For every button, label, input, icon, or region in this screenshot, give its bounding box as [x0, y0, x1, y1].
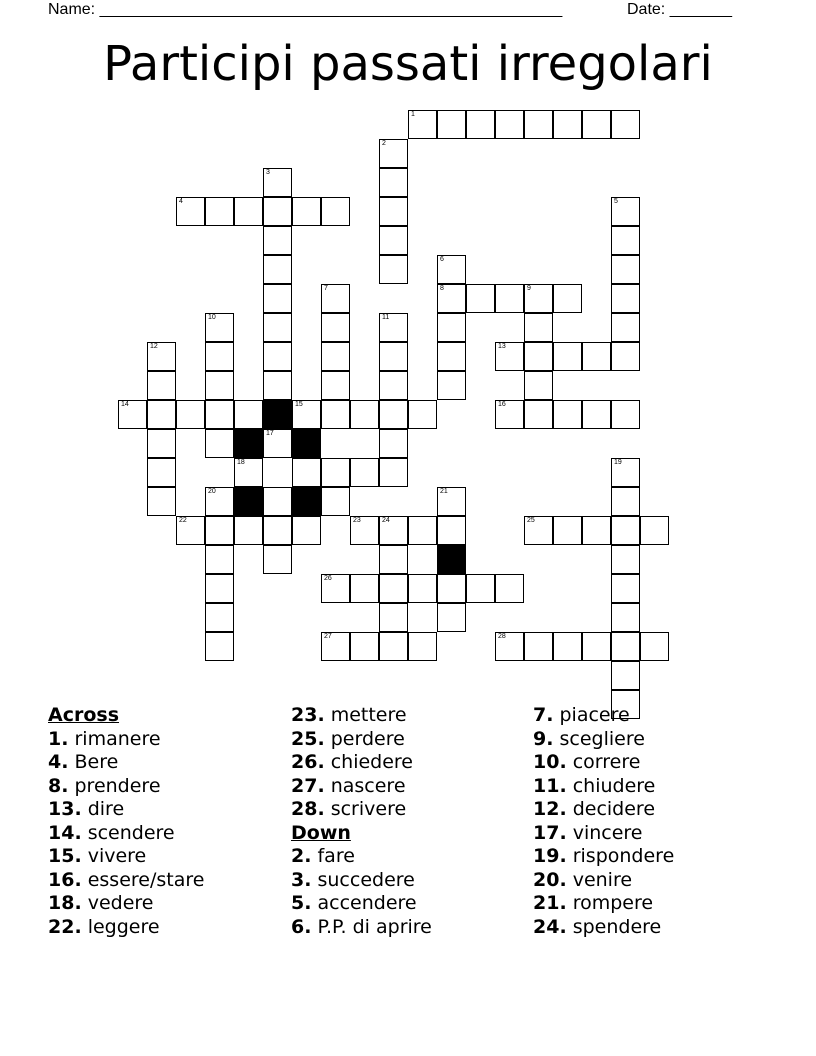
- clue-number: 7: [324, 285, 328, 292]
- clue-item: [533, 704, 674, 728]
- grid-cell[interactable]: [524, 371, 553, 400]
- grid-cell[interactable]: [263, 313, 292, 342]
- grid-cell[interactable]: [640, 632, 669, 661]
- grid-cell[interactable]: [495, 632, 524, 661]
- grid-cell[interactable]: [524, 342, 553, 371]
- black-cell: [263, 400, 292, 429]
- clue-item-text: essere/stare: [81, 868, 205, 891]
- clue-item-text: succedere: [311, 868, 415, 891]
- grid-cell[interactable]: [263, 371, 292, 400]
- clue-item: [291, 775, 432, 799]
- grid-cell[interactable]: [234, 400, 263, 429]
- grid-cell[interactable]: [263, 516, 292, 545]
- grid-cell[interactable]: [553, 342, 582, 371]
- grid-cell[interactable]: [379, 429, 408, 458]
- clue-item: [533, 869, 674, 893]
- grid-cell[interactable]: [292, 516, 321, 545]
- grid-cell[interactable]: [263, 255, 292, 284]
- grid-cell[interactable]: [263, 487, 292, 516]
- grid-cell[interactable]: [147, 342, 176, 371]
- grid-cell[interactable]: [263, 284, 292, 313]
- grid-cell[interactable]: [147, 458, 176, 487]
- grid-cell[interactable]: [524, 516, 553, 545]
- clue-item: [533, 798, 674, 822]
- grid-cell[interactable]: [611, 110, 640, 139]
- grid-cell[interactable]: [611, 516, 640, 545]
- clue-item-text: mettere: [324, 704, 407, 726]
- clue-number: 13: [498, 343, 506, 350]
- grid-cell[interactable]: [234, 458, 263, 487]
- grid-cell[interactable]: [466, 284, 495, 313]
- clue-item-text: scrivere: [324, 798, 407, 820]
- clue-item: [48, 822, 204, 846]
- grid-cell[interactable]: [263, 342, 292, 371]
- grid-cell[interactable]: [495, 342, 524, 371]
- grid-cell[interactable]: [611, 284, 640, 313]
- page-title: Participi passati irregolari: [103, 36, 713, 92]
- grid-cell[interactable]: [437, 342, 466, 371]
- grid-cell[interactable]: [437, 110, 466, 139]
- clue-number: 8: [440, 285, 444, 292]
- grid-cell[interactable]: [205, 516, 234, 545]
- grid-cell[interactable]: [611, 313, 640, 342]
- clue-item-text: P.P. di aprire: [311, 915, 432, 938]
- grid-cell[interactable]: [408, 400, 437, 429]
- grid-cell[interactable]: [350, 632, 379, 661]
- clue-item-text: vivere: [81, 845, 147, 867]
- clue-item-number: 1.: [48, 727, 69, 750]
- grid-cell[interactable]: [379, 603, 408, 632]
- across-heading: Across: [48, 704, 120, 726]
- grid-cell[interactable]: [524, 110, 553, 139]
- clue-item: [291, 869, 432, 893]
- grid-cell[interactable]: [582, 110, 611, 139]
- clue-item: [291, 892, 432, 916]
- grid-cell[interactable]: [263, 197, 292, 226]
- grid-cell[interactable]: [437, 284, 466, 313]
- clue-item: [533, 775, 674, 799]
- grid-cell[interactable]: [147, 400, 176, 429]
- grid-cell[interactable]: [234, 197, 263, 226]
- clue-item-text: decidere: [566, 798, 656, 820]
- grid-cell[interactable]: [263, 168, 292, 197]
- grid-cell[interactable]: [611, 197, 640, 226]
- clue-item-number: 9.: [533, 727, 554, 750]
- clue-item-number: 6.: [291, 915, 312, 938]
- clue-item: [291, 728, 432, 752]
- clue-item-number: 15.: [48, 845, 82, 867]
- clues-column-2: [291, 704, 432, 939]
- grid-cell[interactable]: [321, 574, 350, 603]
- grid-cell[interactable]: [379, 400, 408, 429]
- grid-cell[interactable]: [437, 255, 466, 284]
- grid-cell[interactable]: [205, 313, 234, 342]
- grid-cell[interactable]: [379, 458, 408, 487]
- clue-item-text: Bere: [68, 751, 119, 773]
- grid-cell[interactable]: [582, 632, 611, 661]
- clue-number: 16: [498, 401, 506, 408]
- clue-item-text: spendere: [566, 915, 662, 938]
- clue-number: 1: [411, 111, 415, 118]
- clue-item-text: fare: [311, 845, 355, 867]
- grid-cell[interactable]: [582, 400, 611, 429]
- clue-number: 20: [208, 488, 216, 495]
- clue-item: [533, 728, 674, 752]
- grid-cell[interactable]: [205, 603, 234, 632]
- grid-cell[interactable]: [205, 342, 234, 371]
- grid-cell[interactable]: [321, 342, 350, 371]
- clue-item-text: dire: [81, 798, 125, 820]
- clues-column-3: [533, 704, 674, 939]
- grid-cell[interactable]: [147, 371, 176, 400]
- grid-cell[interactable]: [408, 574, 437, 603]
- grid-cell[interactable]: [205, 429, 234, 458]
- clue-item-number: 20.: [533, 868, 567, 891]
- grid-cell[interactable]: [176, 516, 205, 545]
- grid-cell[interactable]: [350, 574, 379, 603]
- grid-cell[interactable]: [524, 284, 553, 313]
- grid-cell[interactable]: [379, 313, 408, 342]
- clue-item-number: 7.: [533, 704, 554, 726]
- grid-cell[interactable]: [495, 110, 524, 139]
- clue-item-number: 21.: [533, 892, 567, 914]
- clue-item-text: chiedere: [324, 751, 414, 773]
- grid-cell[interactable]: [553, 110, 582, 139]
- grid-cell[interactable]: [611, 574, 640, 603]
- clue-item-number: 23.: [291, 704, 325, 726]
- grid-cell[interactable]: [611, 255, 640, 284]
- clue-number: 14: [121, 401, 129, 408]
- clue-item-number: 27.: [291, 774, 325, 797]
- clue-item: [533, 751, 674, 775]
- clues-column-1: [48, 704, 204, 939]
- clue-item-text: nascere: [324, 774, 406, 797]
- clue-number: 3: [266, 169, 270, 176]
- grid-cell[interactable]: [553, 284, 582, 313]
- clue-item-text: perdere: [324, 727, 405, 750]
- clue-number: 4: [179, 198, 183, 205]
- grid-cell[interactable]: [437, 603, 466, 632]
- grid-cell[interactable]: [321, 197, 350, 226]
- clue-item-number: 18.: [48, 892, 82, 914]
- grid-cell[interactable]: [321, 458, 350, 487]
- grid-cell[interactable]: [611, 458, 640, 487]
- black-cell: [292, 429, 321, 458]
- grid-cell[interactable]: [611, 400, 640, 429]
- grid-cell[interactable]: [379, 516, 408, 545]
- black-cell: [292, 487, 321, 516]
- clue-item: [533, 845, 674, 869]
- grid-cell[interactable]: [495, 574, 524, 603]
- grid-cell[interactable]: [379, 197, 408, 226]
- grid-cell[interactable]: [292, 458, 321, 487]
- grid-cell[interactable]: [611, 342, 640, 371]
- grid-cell[interactable]: [495, 400, 524, 429]
- clue-item: [48, 892, 204, 916]
- grid-cell[interactable]: [524, 632, 553, 661]
- clue-item: [291, 798, 432, 822]
- clue-item-number: 26.: [291, 751, 325, 773]
- clue-item: [48, 916, 204, 940]
- clue-item-number: 16.: [48, 868, 82, 891]
- clue-item-number: 4.: [48, 751, 69, 773]
- grid-cell[interactable]: [611, 226, 640, 255]
- clue-number: 21: [440, 488, 448, 495]
- clue-item: [48, 775, 204, 799]
- clue-item-text: rispondere: [566, 845, 675, 867]
- clue-item-text: vincere: [566, 821, 643, 844]
- clue-item-text: chiudere: [566, 774, 656, 797]
- grid-cell[interactable]: [147, 429, 176, 458]
- grid-cell[interactable]: [292, 197, 321, 226]
- black-cell: [437, 545, 466, 574]
- clue-item-number: 8.: [48, 774, 69, 797]
- grid-cell[interactable]: [263, 545, 292, 574]
- clue-number: 27: [324, 633, 332, 640]
- down-heading: Down: [291, 821, 351, 844]
- clue-item-number: 14.: [48, 821, 82, 844]
- grid-cell[interactable]: [176, 400, 205, 429]
- grid-cell[interactable]: [553, 632, 582, 661]
- clue-number: 17: [266, 430, 274, 437]
- grid-cell[interactable]: [205, 574, 234, 603]
- grid-cell[interactable]: [379, 139, 408, 168]
- grid-cell[interactable]: [350, 400, 379, 429]
- clue-item-text: correre: [566, 751, 641, 773]
- grid-cell[interactable]: [553, 400, 582, 429]
- grid-cell[interactable]: [524, 313, 553, 342]
- black-cell: [234, 429, 263, 458]
- clue-item: [48, 751, 204, 775]
- clue-item-text: vedere: [81, 892, 154, 914]
- clue-item-number: 3.: [291, 868, 312, 891]
- clue-item: [48, 798, 204, 822]
- grid-cell[interactable]: [321, 371, 350, 400]
- clue-item: [48, 869, 204, 893]
- clue-list-col1: [48, 728, 204, 940]
- grid-cell[interactable]: [379, 226, 408, 255]
- clue-item: [533, 916, 674, 940]
- clue-number: 23: [353, 517, 361, 524]
- grid-cell[interactable]: [147, 487, 176, 516]
- clue-number: 24: [382, 517, 390, 524]
- clue-number: 5: [614, 198, 618, 205]
- grid-cell[interactable]: [205, 400, 234, 429]
- clue-item: [48, 728, 204, 752]
- date-line: Date: _______: [627, 1, 732, 18]
- clue-item-number: 22.: [48, 915, 82, 938]
- clue-list-col3: [533, 704, 674, 939]
- grid-cell[interactable]: [263, 226, 292, 255]
- clue-item-number: 11.: [533, 774, 567, 797]
- grid-cell[interactable]: [611, 487, 640, 516]
- grid-cell[interactable]: [205, 487, 234, 516]
- grid-cell[interactable]: [205, 371, 234, 400]
- clue-item-number: 5.: [291, 892, 312, 914]
- grid-cell[interactable]: [263, 429, 292, 458]
- grid-cell[interactable]: [379, 342, 408, 371]
- grid-cell[interactable]: [350, 458, 379, 487]
- grid-cell[interactable]: [582, 342, 611, 371]
- grid-cell[interactable]: [379, 168, 408, 197]
- clue-item-number: 12.: [533, 798, 567, 820]
- grid-cell[interactable]: [234, 516, 263, 545]
- grid-cell[interactable]: [437, 487, 466, 516]
- grid-cell[interactable]: [379, 574, 408, 603]
- grid-cell[interactable]: [437, 516, 466, 545]
- clue-number: 28: [498, 633, 506, 640]
- grid-cell[interactable]: [437, 574, 466, 603]
- clue-item-text: rimanere: [68, 727, 161, 750]
- clue-item-text: scegliere: [553, 727, 645, 750]
- clue-item: [291, 845, 432, 869]
- grid-cell[interactable]: [321, 400, 350, 429]
- clue-item: [533, 822, 674, 846]
- grid-cell[interactable]: [640, 516, 669, 545]
- name-line: Name: ____________________________________________________: [48, 1, 563, 18]
- clue-number: 15: [295, 401, 303, 408]
- grid-cell[interactable]: [205, 545, 234, 574]
- clue-item: [291, 916, 432, 940]
- clue-item-number: 19.: [533, 845, 567, 867]
- clue-item-text: piacere: [553, 704, 630, 726]
- clue-number: 6: [440, 256, 444, 263]
- clue-item: [291, 751, 432, 775]
- grid-cell[interactable]: [118, 400, 147, 429]
- grid-cell[interactable]: [379, 255, 408, 284]
- grid-cell[interactable]: [553, 516, 582, 545]
- clue-item-number: 13.: [48, 798, 82, 820]
- grid-cell[interactable]: [379, 545, 408, 574]
- grid-cell[interactable]: [176, 197, 205, 226]
- clue-item-text: prendere: [68, 774, 161, 797]
- clue-item: [533, 892, 674, 916]
- grid-cell[interactable]: [466, 110, 495, 139]
- grid-cell[interactable]: [408, 632, 437, 661]
- grid-cell[interactable]: [524, 400, 553, 429]
- clue-number: 9: [527, 285, 531, 292]
- grid-cell[interactable]: [379, 371, 408, 400]
- clue-item-text: venire: [566, 868, 633, 891]
- grid-cell[interactable]: [582, 516, 611, 545]
- grid-cell[interactable]: [350, 516, 379, 545]
- clue-item-number: 28.: [291, 798, 325, 820]
- black-cell: [234, 487, 263, 516]
- clue-number: 25: [527, 517, 535, 524]
- clue-list-col2-down: [291, 845, 432, 939]
- clue-item-number: 10.: [533, 751, 567, 773]
- clue-number: 12: [150, 343, 158, 350]
- clue-number: 18: [237, 459, 245, 466]
- grid-cell[interactable]: [437, 313, 466, 342]
- grid-cell[interactable]: [321, 284, 350, 313]
- grid-cell[interactable]: [292, 400, 321, 429]
- clue-number: 10: [208, 314, 216, 321]
- clue-item-text: leggere: [81, 915, 160, 938]
- grid-cell[interactable]: [408, 516, 437, 545]
- clue-item-number: 2.: [291, 845, 312, 867]
- grid-cell[interactable]: [495, 284, 524, 313]
- grid-cell[interactable]: [611, 545, 640, 574]
- clue-item-text: rompere: [566, 892, 654, 914]
- grid-cell[interactable]: [466, 574, 495, 603]
- grid-cell[interactable]: [611, 661, 640, 690]
- grid-cell[interactable]: [611, 632, 640, 661]
- grid-cell[interactable]: [321, 487, 350, 516]
- grid-cell[interactable]: [321, 632, 350, 661]
- clue-number: 11: [382, 314, 390, 321]
- grid-cell[interactable]: [379, 632, 408, 661]
- clue-number: 22: [179, 517, 187, 524]
- clue-item-number: 25.: [291, 727, 325, 750]
- clue-item: [291, 704, 432, 728]
- grid-cell[interactable]: [611, 603, 640, 632]
- grid-cell[interactable]: [205, 197, 234, 226]
- clue-number: 2: [382, 140, 386, 147]
- clue-number: 26: [324, 575, 332, 582]
- clue-item-number: 17.: [533, 821, 567, 844]
- grid-cell[interactable]: [408, 110, 437, 139]
- clue-item: [48, 845, 204, 869]
- clue-item-number: 24.: [533, 915, 567, 938]
- grid-cell[interactable]: [437, 371, 466, 400]
- clue-item-text: scendere: [81, 821, 175, 844]
- clue-number: 19: [614, 459, 622, 466]
- clue-list-col2-across: [291, 704, 432, 822]
- grid-cell[interactable]: [205, 632, 234, 661]
- grid-cell[interactable]: [321, 313, 350, 342]
- clue-item-text: accendere: [311, 892, 417, 914]
